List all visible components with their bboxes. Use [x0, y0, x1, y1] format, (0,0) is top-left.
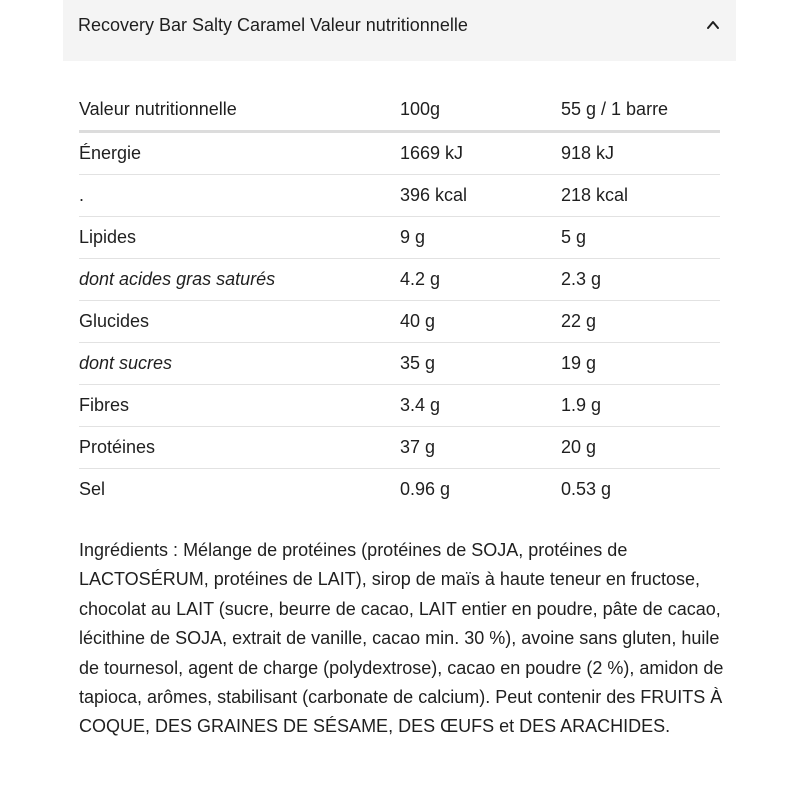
- table-row: [79, 343, 720, 385]
- table-row: [79, 469, 720, 511]
- table-row: [79, 217, 720, 259]
- ingredients-label: Ingrédients :: [79, 540, 179, 560]
- per-100g-cell: 396 kcal: [400, 175, 561, 217]
- per-bar-cell: 2.3 g: [561, 259, 720, 301]
- ingredients-list: Mélange de protéines (protéines de SOJA, protéines de LACTOSÉRUM, protéines de LAIT), sirop de maïs à haute teneur en fructose, chocolat au LAIT (sucre, beurre de cacao, LAIT entier en poudre, pâte de cacao, lécithine de SOJA, extrait de vanille, cacao min. 30 %), avoine sans gluten, huile de tournesol, agent de charge (polydextrose), cacao en poudre (2 %), amidon de tapioca, arômes, stabilisant (carbonate de calcium). Peut contenir des FRUITS À COQUE, DES GRAINES DE SÉSAME, DES ŒUFS et DES ARACHIDES.: [79, 540, 724, 737]
- ingredients-text: [79, 536, 729, 742]
- nutrient-name-cell: .: [79, 175, 400, 217]
- per-100g-cell: 37 g: [400, 427, 561, 469]
- per-bar-cell: 1.9 g: [561, 385, 720, 427]
- nutrient-name-cell: Lipides: [79, 217, 400, 259]
- nutrient-name-cell: dont acides gras saturés: [79, 259, 400, 301]
- chevron-up-icon[interactable]: [705, 17, 721, 33]
- nutrient-name-cell: Sel: [79, 479, 106, 499]
- nutrient-name-cell: Protéines: [79, 427, 400, 469]
- per-100g-cell: 3.4 g: [400, 385, 561, 427]
- table-row: [79, 259, 720, 301]
- per-100g-cell: 0.96 g: [400, 479, 451, 499]
- table-row: [79, 301, 720, 343]
- per-100g-cell: 35 g: [400, 343, 561, 385]
- nutrition-table: [79, 89, 720, 510]
- column-header-nutrient: Valeur nutritionnelle: [79, 89, 400, 132]
- accordion-title: Recovery Bar Salty Caramel Valeur nutritionnelle: [78, 15, 468, 35]
- per-100g-cell: 1669 kJ: [400, 132, 561, 175]
- nutrient-name-cell: dont sucres: [79, 343, 400, 385]
- per-bar-cell: 918 kJ: [561, 132, 720, 175]
- per-bar-cell: 19 g: [561, 343, 720, 385]
- per-100g-cell: 4.2 g: [400, 259, 561, 301]
- per-bar-cell: 22 g: [561, 301, 720, 343]
- per-100g-cell: 9 g: [400, 217, 561, 259]
- per-100g-cell: 40 g: [400, 301, 561, 343]
- column-header-per-bar: 55 g / 1 barre: [561, 89, 720, 132]
- nutrient-name-cell: Énergie: [79, 132, 400, 175]
- nutrition-panel: [63, 0, 736, 800]
- nutrient-name-cell: Glucides: [79, 301, 400, 343]
- accordion-header[interactable]: [63, 0, 736, 61]
- per-bar-cell: 5 g: [561, 217, 720, 259]
- table-header-row: [79, 89, 720, 132]
- table-row: [79, 175, 720, 217]
- nutrient-name-cell: Fibres: [79, 385, 400, 427]
- per-bar-cell: 20 g: [561, 427, 720, 469]
- per-bar-cell: 0.53 g: [561, 479, 612, 499]
- table-row: [79, 427, 720, 469]
- column-header-per-100g: 100g: [400, 89, 561, 132]
- table-row: [79, 132, 720, 175]
- table-row: [79, 385, 720, 427]
- per-bar-cell: 218 kcal: [561, 175, 720, 217]
